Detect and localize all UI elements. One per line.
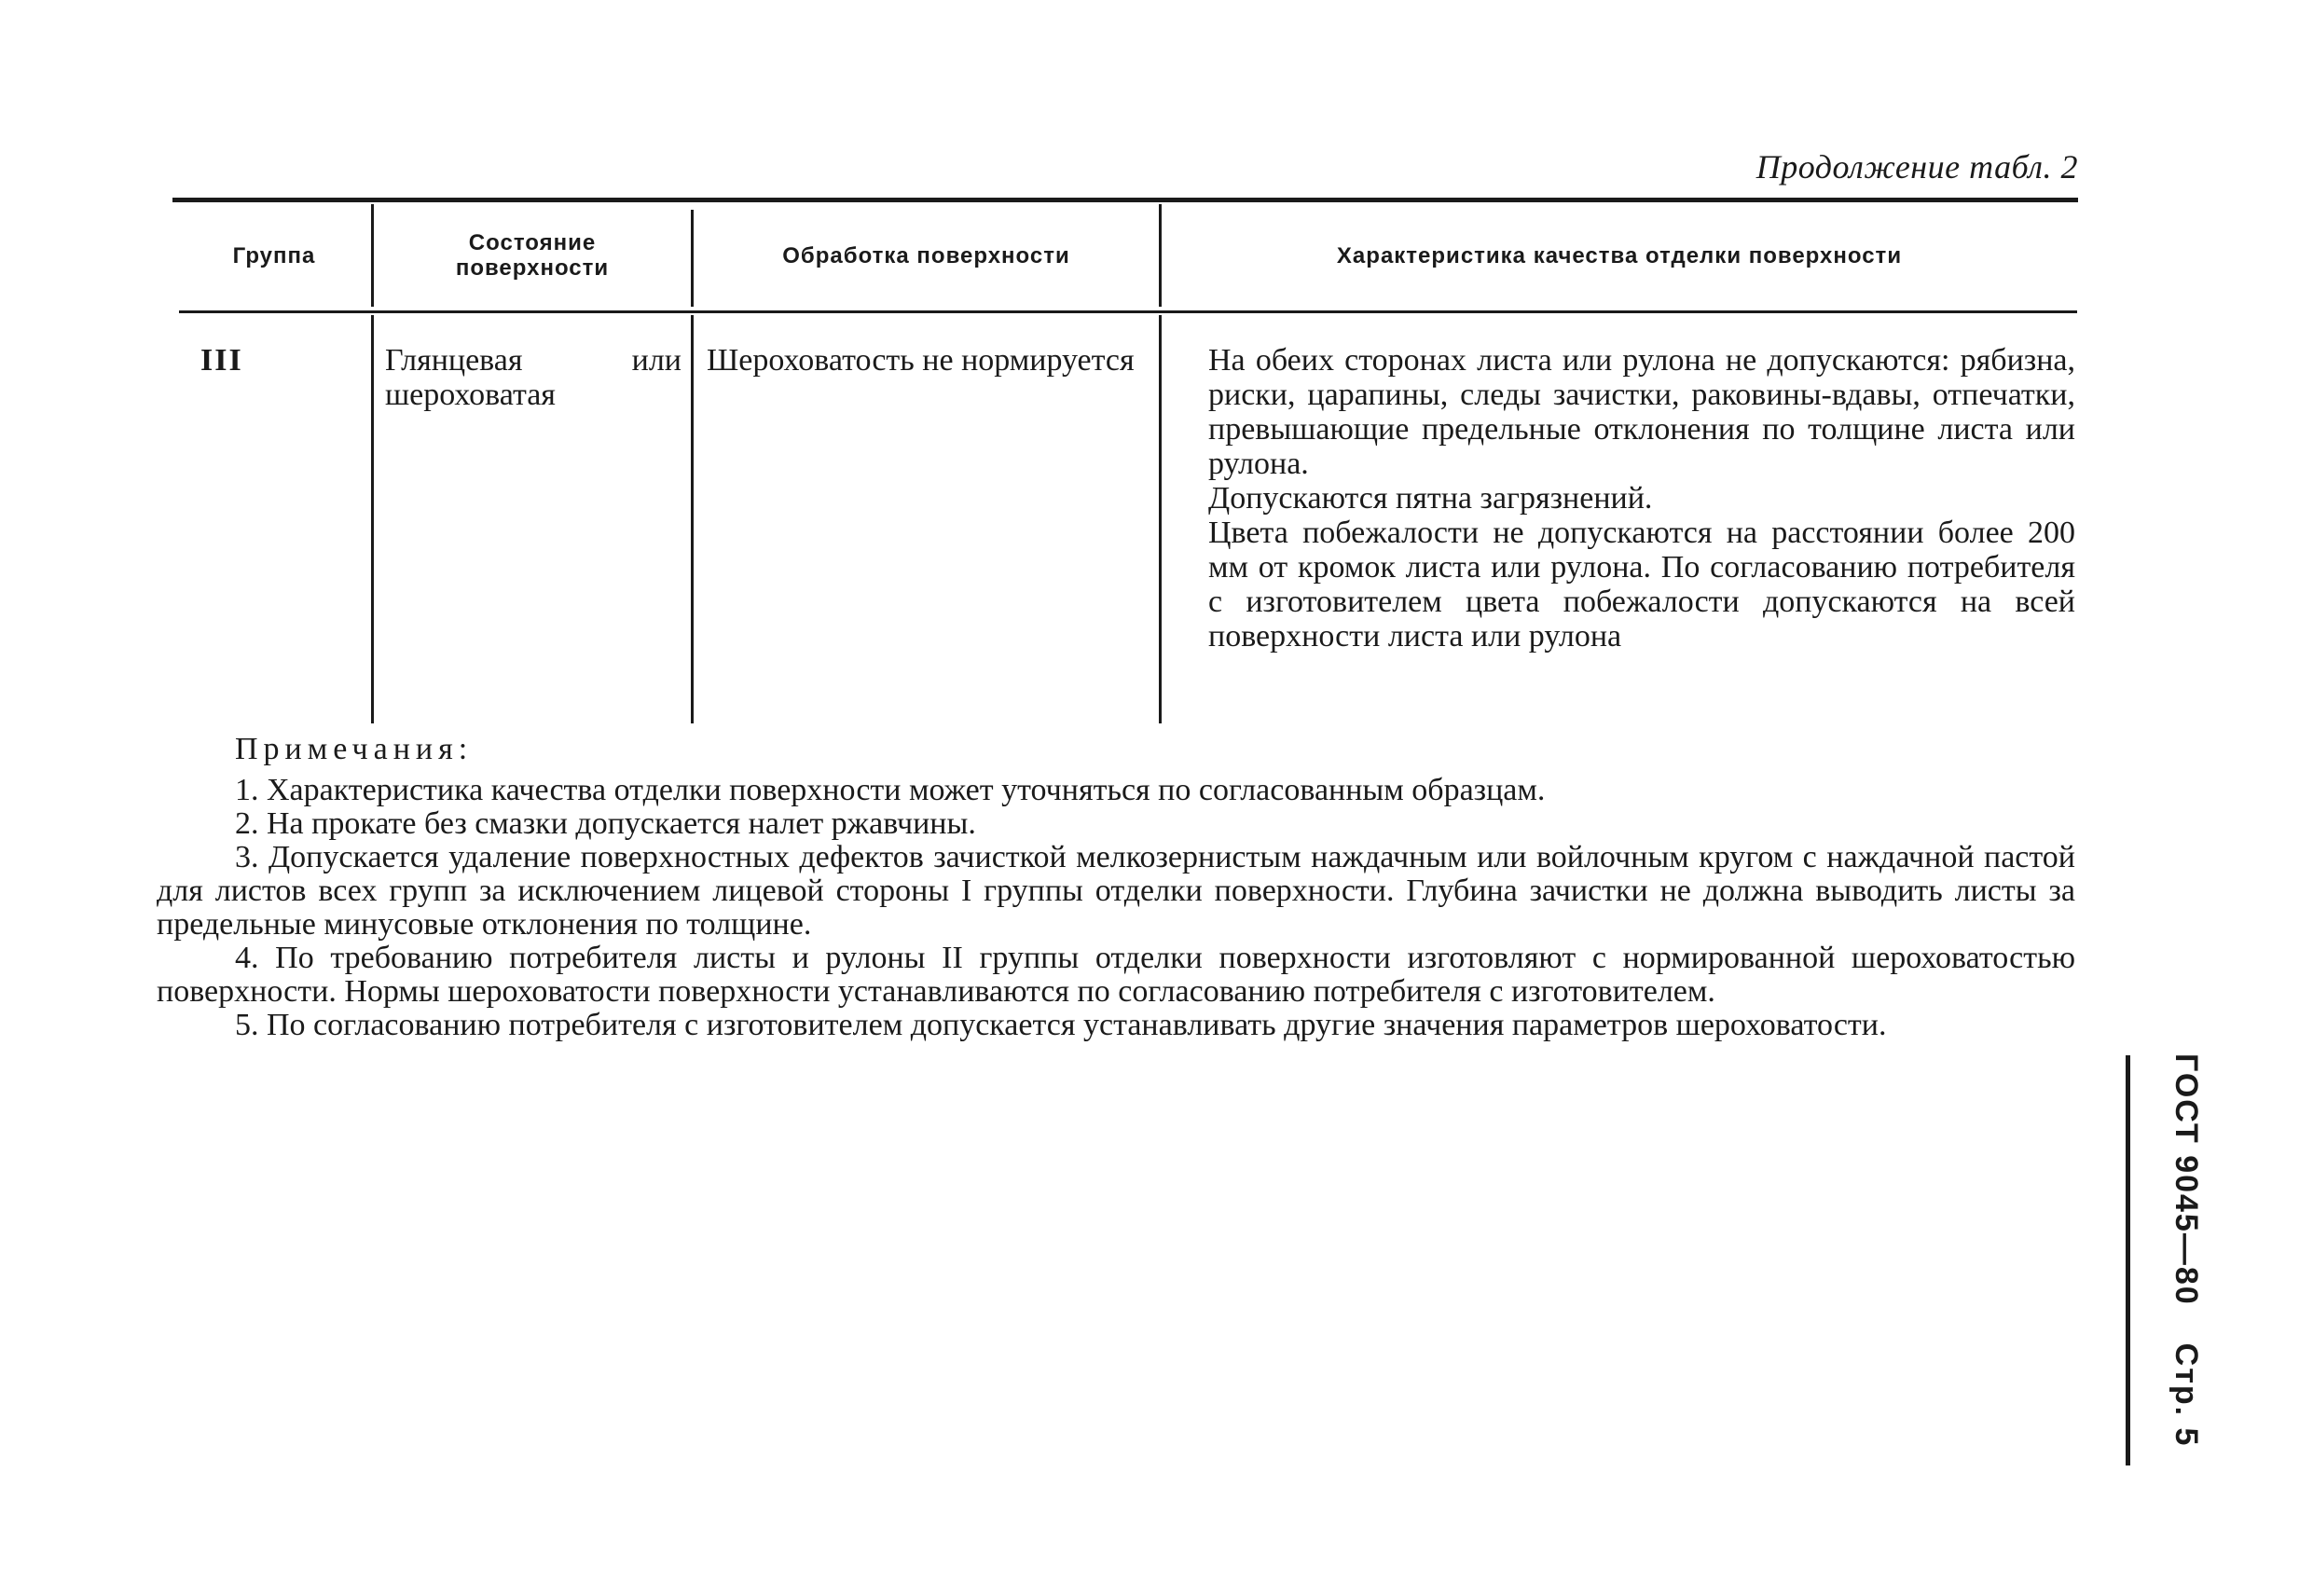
- note-item: 3. Допускается удаление поверхностных дефектов зачисткой мелкозернистым наждачным или войлочным кругом с наждачной пастой для листов всех групп за исключением лицевой стороны I группы отделки поверхности. Глубина зачистки не должна выводить листы за предельные минусовые отклонения по толщине.: [157, 840, 2075, 942]
- side-label: [2168, 1053, 2202, 1464]
- quality-paragraph: На обеих сторонах листа или рулона не допускаются: рябизна, риски, царапины, следы зачистки, раковины-вдавы, отпечатки, превышающие предельные отклонения по толщине листа или рулона.: [1208, 343, 2075, 481]
- header-group: [177, 203, 371, 308]
- column-divider: [691, 315, 694, 723]
- notes-title: Примечания:: [235, 732, 474, 766]
- table-top-rule: [172, 198, 2078, 202]
- header-surface-processing-label: Обработка поверхности: [782, 242, 1070, 268]
- header-group-label: Группа: [232, 242, 316, 268]
- side-label-text: [2168, 1053, 2204, 1447]
- notes-section: [157, 733, 2075, 1042]
- column-divider: [371, 315, 374, 723]
- side-label-bar: [2126, 1055, 2130, 1465]
- cell-surface-processing: Шероховатость не нормируется: [707, 343, 1135, 378]
- header-surface-processing: [694, 203, 1159, 308]
- page-number: Стр. 5: [2168, 1342, 2204, 1448]
- note-item: 5. По согласованию потребителя с изготовителем допускается устанавливать другие значения параметров шероховатости.: [235, 1008, 1887, 1042]
- header-quality-characteristic: [1162, 203, 2077, 308]
- cell-surface-state: Глянцевая или шероховатая: [385, 343, 682, 412]
- cell-group: III: [200, 343, 243, 378]
- column-divider: [1159, 315, 1162, 723]
- header-surface-state-label: Состояние поверхности: [455, 230, 610, 281]
- quality-paragraph: Допускаются пятна загрязнений.: [1208, 481, 1653, 516]
- standard-number: ГОСТ 9045—80: [2168, 1053, 2204, 1306]
- note-item: 2. На прокате без смазки допускается налет ржавчины.: [235, 806, 976, 841]
- cell-quality-characteristic: [1208, 343, 2075, 654]
- table-continuation-caption: Продолжение табл. 2: [1755, 148, 2078, 186]
- header-quality-characteristic-label: Характеристика качества отделки поверхности: [1336, 242, 1903, 268]
- quality-paragraph: Цвета побежалости не допускаются на расстоянии более 200 мм от кромок листа или рулона. По согласованию потребителя с изготовителем цвета побежалости допускаются на всей поверхности листа или рулона: [1208, 516, 2075, 654]
- note-item: 1. Характеристика качества отделки поверхности может уточняться по согласованным образцам.: [235, 773, 1546, 807]
- note-item: 4. По требованию потребителя листы и рулоны II группы отделки поверхности изготовляют с нормированной шероховатостью поверхности. Нормы шероховатости поверхности устанавливаются по согласованию потребителя с изготовителем.: [157, 941, 2075, 1009]
- header-surface-state: [374, 203, 691, 308]
- table-header-rule: [179, 310, 2077, 313]
